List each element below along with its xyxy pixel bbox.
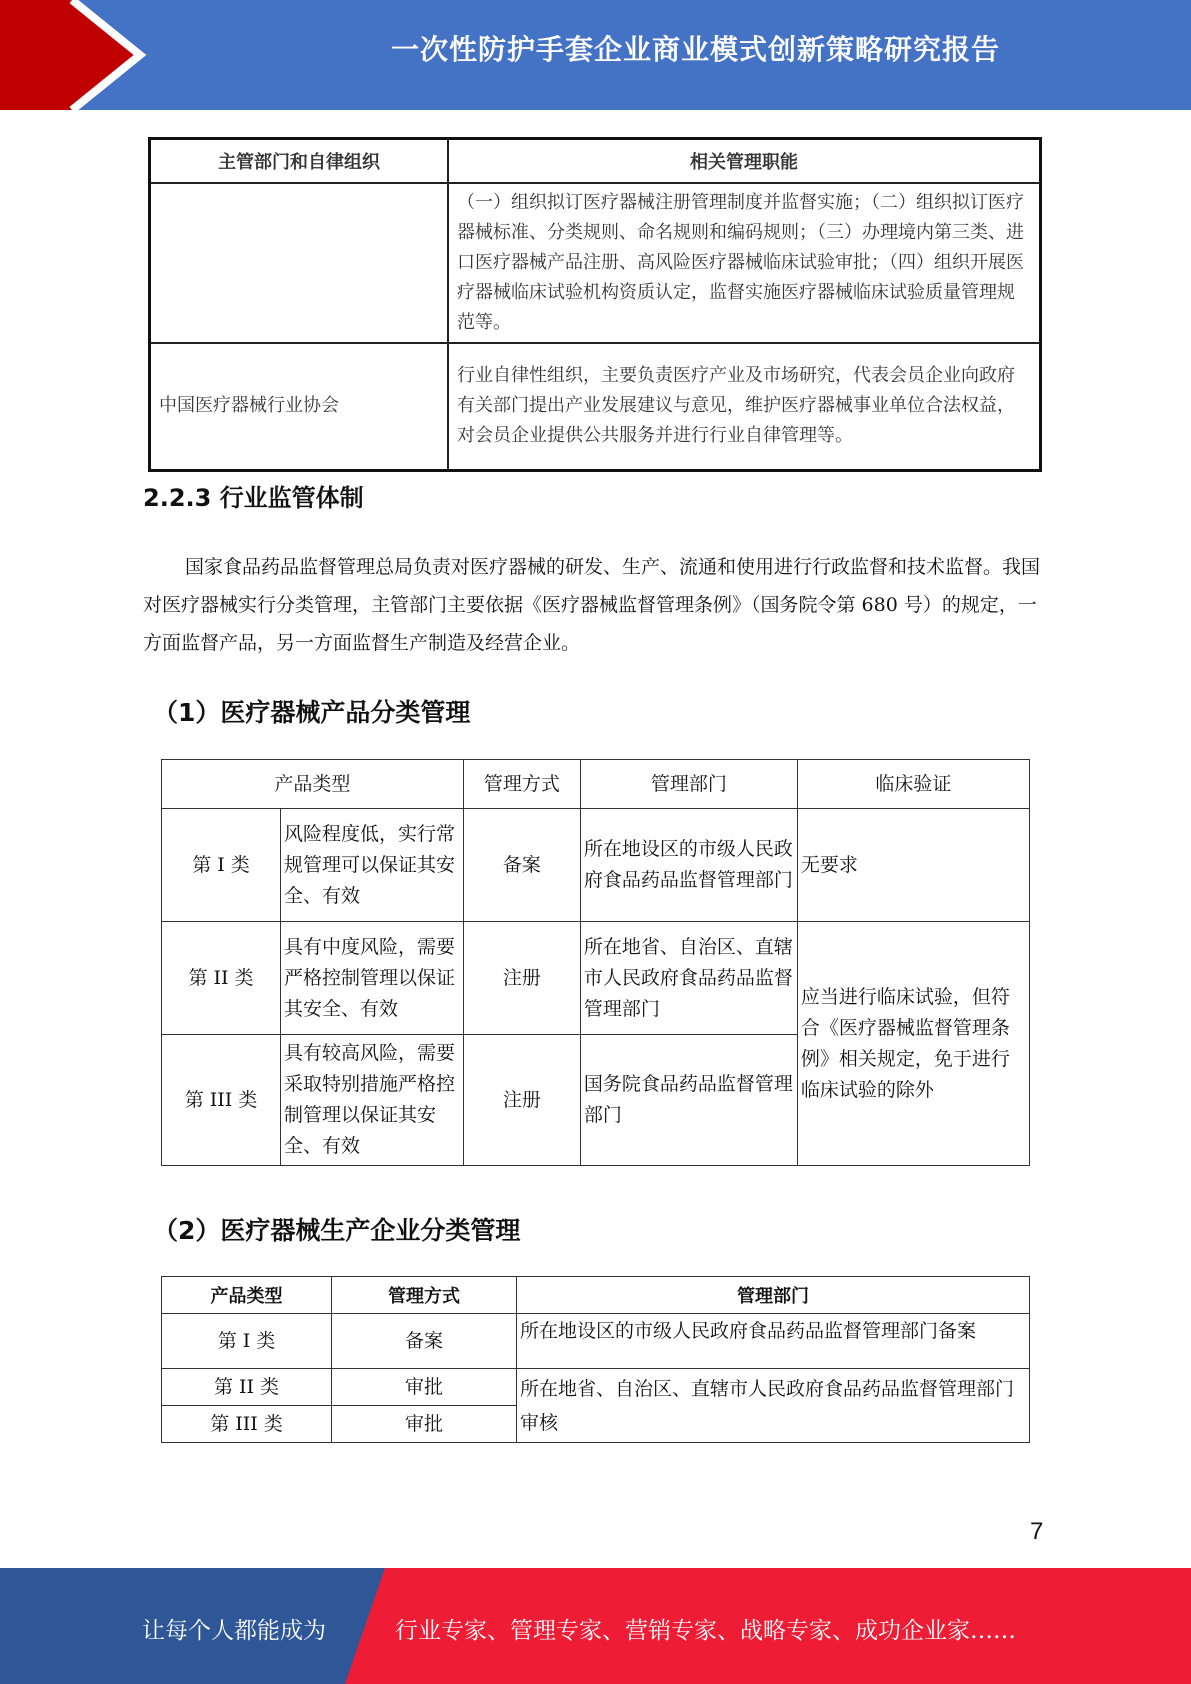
page-footer bbox=[0, 1568, 1191, 1684]
table-cell: 行业自律性组织，主要负责医疗产业及市场研究，代表会员企业向政府有关部门提出产业发展建议与意见，维护医疗器械事业单位合法权益，对会员企业提供公共服务并进行行业自律管理等。 bbox=[448, 343, 1041, 470]
table-header: 产品类型 bbox=[162, 1277, 332, 1314]
manufacturer-classification-table bbox=[161, 1276, 1030, 1443]
table-cell: 第 I 类 bbox=[162, 1314, 332, 1369]
table-cell: 所在地省、自治区、直辖市人民政府食品药品监督管理部门 bbox=[580, 922, 797, 1035]
authority-table bbox=[148, 137, 1042, 472]
table-cell: （一）组织拟订医疗器械注册管理制度并监督实施；（二）组织拟订医疗器械标准、分类规则、命名规则和编码规则；（三）办理境内第三类、进口医疗器械产品注册、高风险医疗器械临床试验审批；（四）组织开展医疗器械临床试验机构资质认定，监督实施医疗器械临床试验质量管理规范等。 bbox=[448, 183, 1041, 343]
table-header: 产品类型 bbox=[162, 760, 464, 809]
table-header: 管理部门 bbox=[517, 1277, 1030, 1314]
page-number: 7 bbox=[1030, 1518, 1044, 1545]
table-header: 主管部门和自律组织 bbox=[150, 139, 449, 184]
table-cell bbox=[150, 183, 449, 343]
section-paragraph: 国家食品药品监督管理总局负责对医疗器械的研发、生产、流通和使用进行行政监督和技术监督。我国对医疗器械实行分类管理，主管部门主要依据《医疗器械监督管理条例》（国务院令第 680 号）的规定，一方面监督产品，另一方面监督生产制造及经营企业。 bbox=[143, 556, 1041, 654]
table-header: 相关管理职能 bbox=[448, 139, 1041, 184]
table-cell: 所在地省、自治区、直辖市人民政府食品药品监督管理部门审核 bbox=[517, 1369, 1030, 1443]
table-header: 管理部门 bbox=[580, 760, 797, 809]
subsection-heading: （2）医疗器械生产企业分类管理 bbox=[153, 1216, 521, 1245]
table-cell: 第 III 类 bbox=[162, 1406, 332, 1443]
table-header: 管理方式 bbox=[463, 760, 580, 809]
footer-slogan-right: 行业专家、管理专家、营销专家、战略专家、成功企业家…… bbox=[395, 1618, 1016, 1644]
section-heading: 2.2.3 行业监管体制 bbox=[143, 484, 364, 512]
table-cell: 中国医疗器械行业协会 bbox=[150, 343, 449, 470]
table-cell: 注册 bbox=[463, 1035, 580, 1166]
table-cell: 备案 bbox=[463, 809, 580, 922]
table-cell: 应当进行临床试验，但符合《医疗器械监督管理条例》相关规定，免于进行临床试验的除外 bbox=[797, 922, 1029, 1166]
table-cell: 所在地设区的市级人民政府食品药品监督管理部门 bbox=[580, 809, 797, 922]
table-cell: 第 III 类 bbox=[162, 1035, 281, 1166]
table-cell: 第 II 类 bbox=[162, 922, 281, 1035]
table-cell: 第 I 类 bbox=[162, 809, 281, 922]
footer-slogan-left: 让每个人都能成为 bbox=[142, 1618, 326, 1644]
page-header bbox=[0, 0, 1191, 110]
report-title: 一次性防护手套企业商业模式创新策略研究报告 bbox=[390, 33, 1000, 66]
table-cell: 备案 bbox=[332, 1314, 517, 1369]
table-cell: 第 II 类 bbox=[162, 1369, 332, 1406]
table-cell: 审批 bbox=[332, 1406, 517, 1443]
table-cell: 审批 bbox=[332, 1369, 517, 1406]
table-cell: 国务院食品药品监督管理部门 bbox=[580, 1035, 797, 1166]
table-header: 管理方式 bbox=[332, 1277, 517, 1314]
table-cell: 具有较高风险，需要采取特别措施严格控制管理以保证其安全、有效 bbox=[281, 1035, 464, 1166]
subsection-heading: （1）医疗器械产品分类管理 bbox=[153, 698, 471, 727]
table-cell: 注册 bbox=[463, 922, 580, 1035]
table-cell: 风险程度低，实行常规管理可以保证其安全、有效 bbox=[281, 809, 464, 922]
table-cell: 无要求 bbox=[797, 809, 1029, 922]
table-cell: 所在地设区的市级人民政府食品药品监督管理部门备案 bbox=[517, 1314, 1030, 1369]
table-header: 临床验证 bbox=[797, 760, 1029, 809]
table-cell: 具有中度风险，需要严格控制管理以保证其安全、有效 bbox=[281, 922, 464, 1035]
product-classification-table bbox=[161, 759, 1030, 1166]
header-arrow-decoration bbox=[0, 0, 160, 110]
